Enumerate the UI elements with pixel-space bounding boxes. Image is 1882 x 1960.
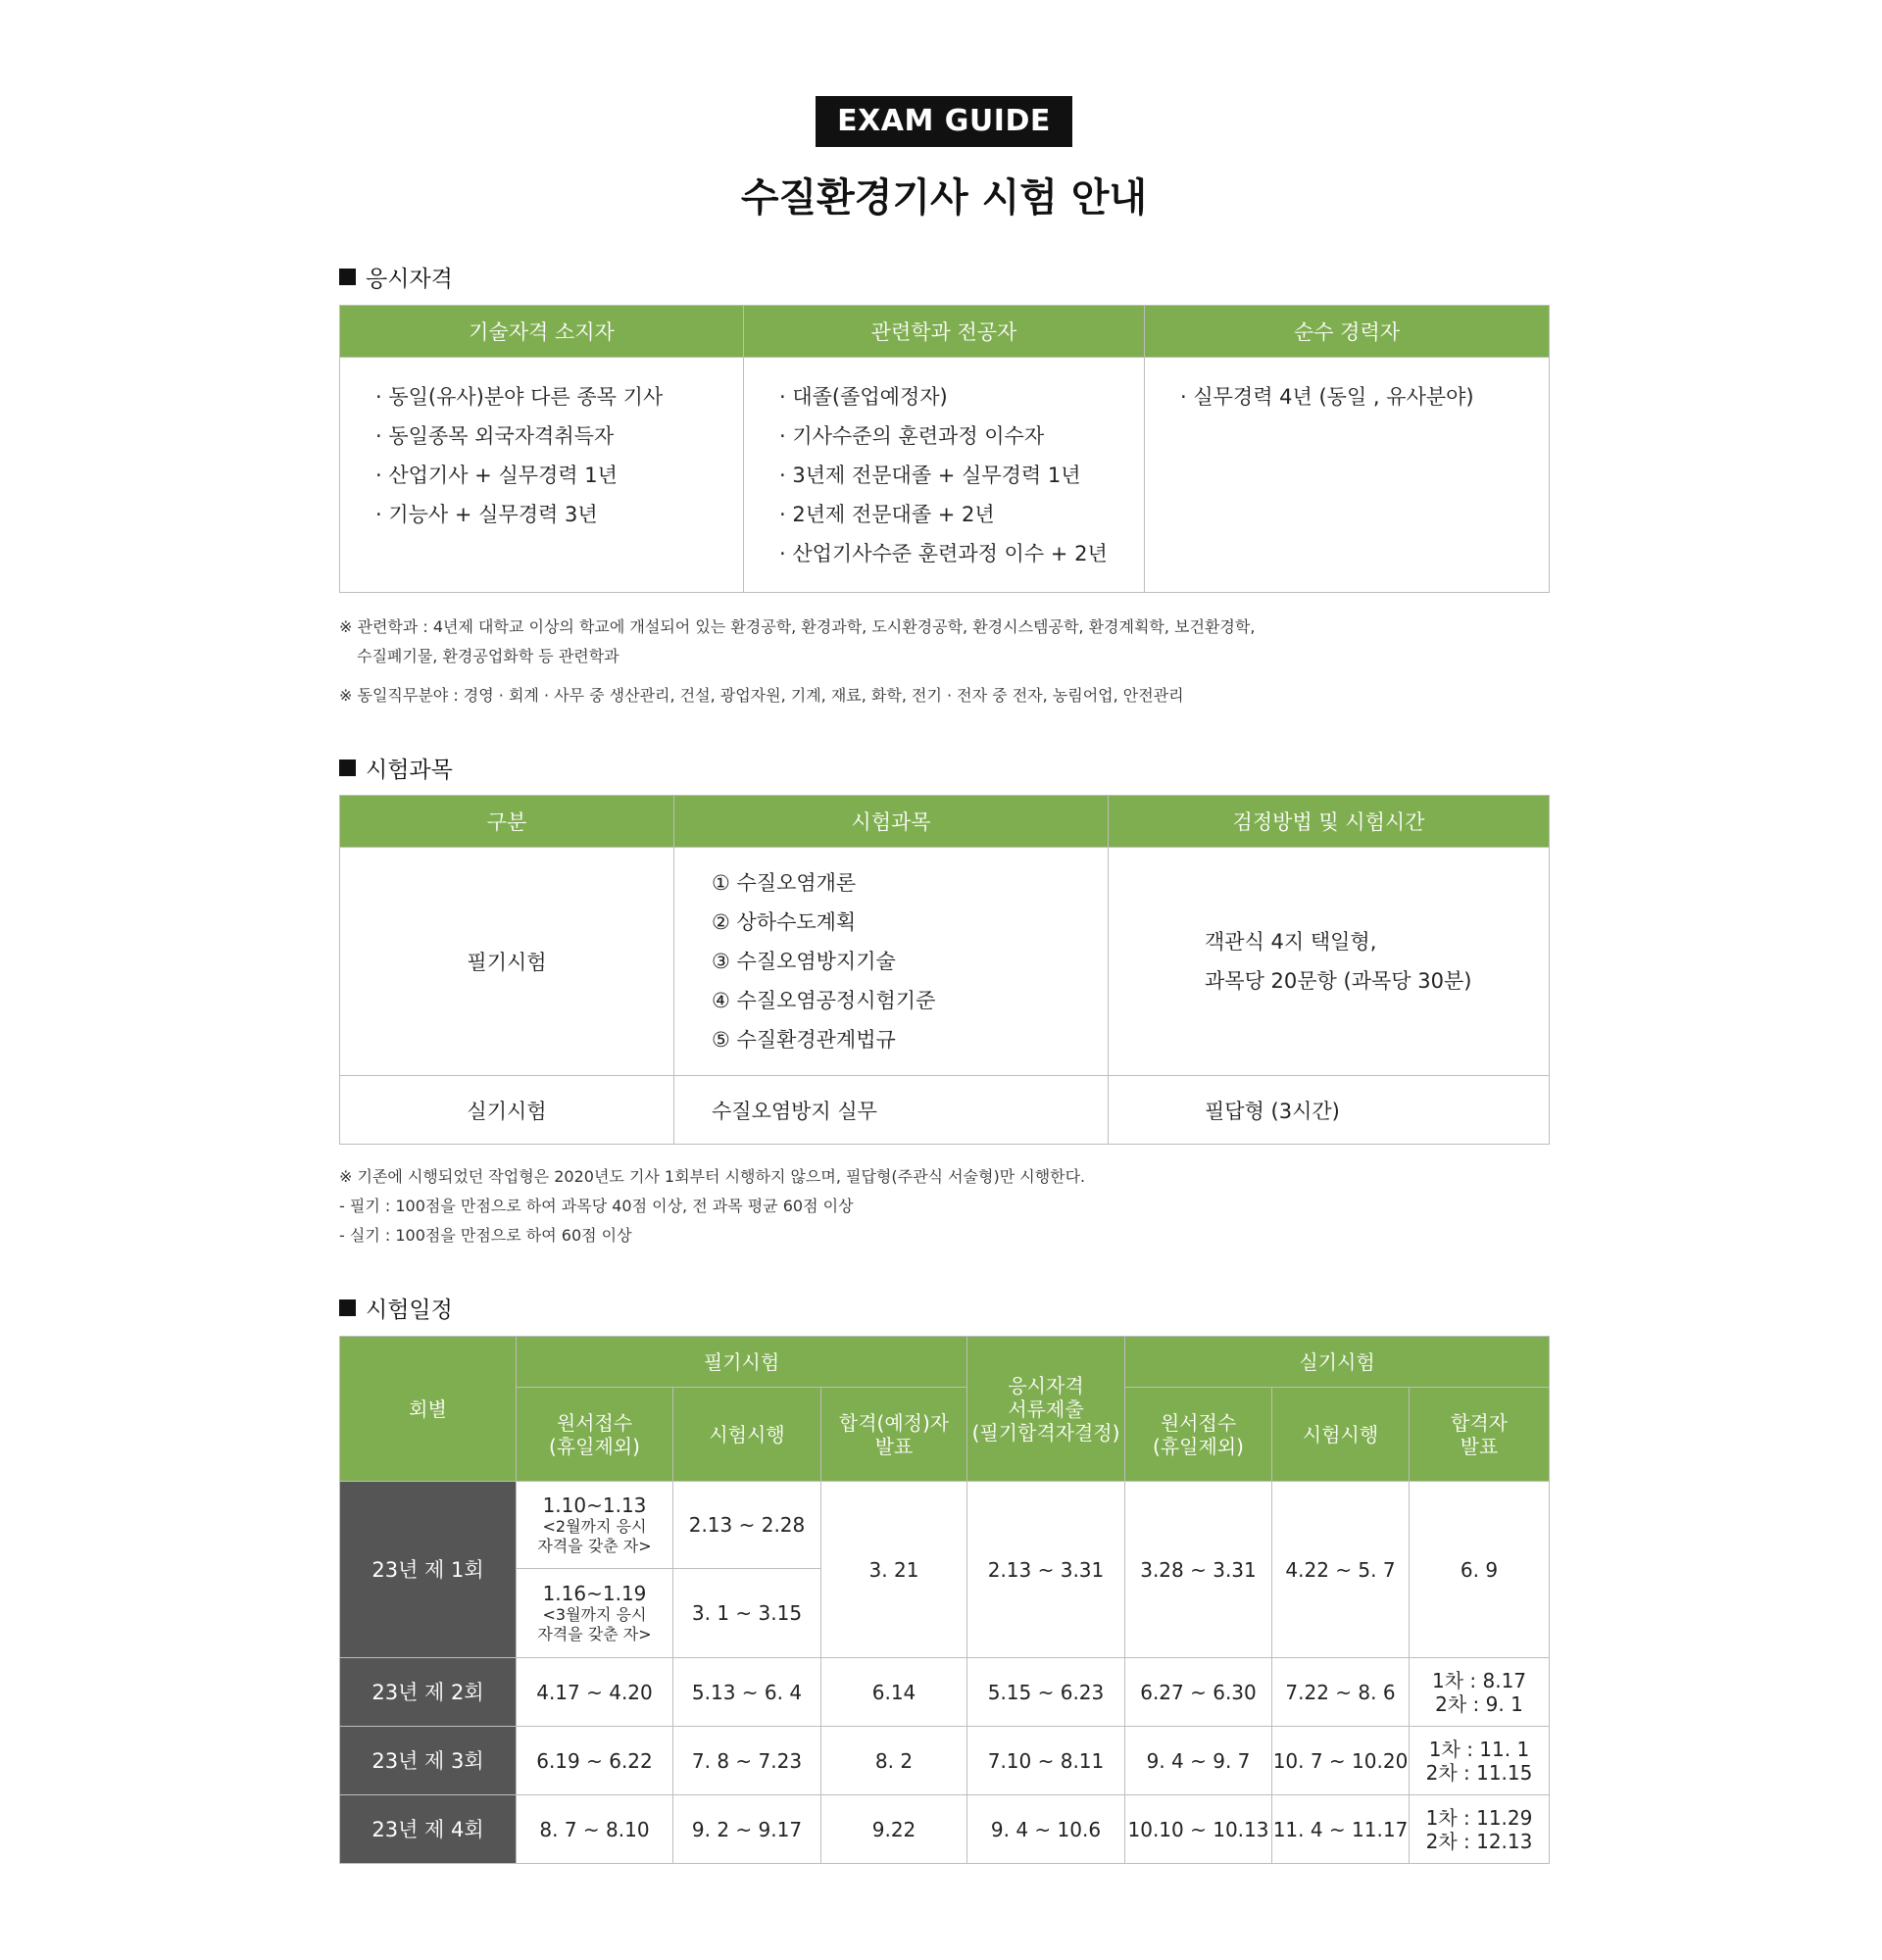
apply-practical-period: 6.27 ~ 6.30 (1125, 1658, 1272, 1727)
subject-notes: ※ 기존에 시행되었던 작업형은 2020년도 기사 1회부터 시행하지 않으며, 필답형(주관식 서술형)만 시행한다. - 필기 : 100점을 만점으로 하여 과목당 40점 이상, 전 과목 평균 60점 이상 - 실기 : 100점을 만점으로 하여 60점 이상 (339, 1167, 1086, 1245)
exam-practical-period: 4.22 ~ 5. 7 (1272, 1482, 1410, 1658)
qual-header-experience: 순수 경력자 (1145, 306, 1550, 358)
header-exam-practical: 시험시행 (1272, 1388, 1410, 1482)
header-apply-practical: 원서접수 (휴일제외) (1125, 1388, 1272, 1482)
exam-period: 5.13 ~ 6. 4 (673, 1658, 821, 1727)
docs-period: 5.15 ~ 6.23 (967, 1658, 1125, 1727)
practical-label: 실기시험 (340, 1076, 674, 1145)
list-item: · 산업기사 + 실무경력 1년 (375, 464, 618, 487)
schedule-table (339, 1336, 1550, 1864)
docs-period: 2.13 ~ 3.31 (967, 1482, 1125, 1658)
subj-header-category: 구분 (340, 796, 674, 848)
pass-date: 6. 9 (1410, 1482, 1550, 1658)
list-item: · 산업기사수준 훈련과정 이수 + 2년 (779, 542, 1108, 565)
qual-col-licensed (340, 358, 744, 593)
subj-header-method: 검정방법 및 시험시간 (1109, 796, 1550, 848)
section-title-subjects: 시험과목 (339, 752, 453, 784)
list-item: 과목당 20문항 (과목당 30분) (1205, 969, 1472, 993)
subj-header-subjects: 시험과목 (674, 796, 1109, 848)
apply-practical-period: 10.10 ~ 10.13 (1125, 1795, 1272, 1864)
written-subjects (674, 848, 1109, 1076)
round-label: 23년 제 1회 (340, 1482, 517, 1658)
pass-date: 1차 : 11. 1 2차 : 11.15 (1410, 1727, 1550, 1795)
header-round: 회별 (340, 1337, 517, 1482)
exam-period-a: 2.13 ~ 2.28 (673, 1482, 821, 1569)
list-item: ① 수질오염개론 (712, 871, 857, 895)
header-practical: 실기시험 (1125, 1337, 1550, 1388)
header-apply: 원서접수 (휴일제외) (517, 1388, 673, 1482)
qual-col-experience (1145, 358, 1550, 593)
docs-period: 7.10 ~ 8.11 (967, 1727, 1125, 1795)
exam-practical-period: 11. 4 ~ 11.17 (1272, 1795, 1410, 1864)
pass-written-date: 8. 2 (821, 1727, 967, 1795)
qualification-notes: ※ 관련학과 : 4년제 대학교 이상의 학교에 개설되어 있는 환경공학, 환경과학, 도시환경공학, 환경시스템공학, 환경계획학, 보건환경학, 수질폐기물, 환경공업화학 등 관련학과 ※ 동일직무분야 : 경영 · 회계 · 사무 중 생산관리, 건설, 광업자원, 기계, 재료, 화학, 전기 · 전자 중 전자, 농림어업, 안전관리 (339, 617, 1256, 705)
apply-practical-period: 9. 4 ~ 9. 7 (1125, 1727, 1272, 1795)
round-label: 23년 제 3회 (340, 1727, 517, 1795)
square-bullet-icon (339, 269, 356, 285)
pass-written-date: 9.22 (821, 1795, 967, 1864)
header-pass-written: 합격(예정)자 발표 (821, 1388, 967, 1482)
square-bullet-icon (339, 760, 356, 776)
apply-period: 6.19 ~ 6.22 (517, 1727, 673, 1795)
header-pass: 합격자 발표 (1410, 1388, 1550, 1482)
list-item: ⑤ 수질환경관계법규 (712, 1028, 896, 1052)
written-method (1109, 848, 1550, 1076)
written-label: 필기시험 (340, 848, 674, 1076)
section-title-qualification: 응시자격 (339, 261, 453, 293)
table-row (340, 1482, 1550, 1569)
exam-practical-period: 10. 7 ~ 10.20 (1272, 1727, 1410, 1795)
qual-header-major: 관련학과 전공자 (744, 306, 1145, 358)
table-row (340, 1658, 1550, 1727)
pass-date: 1차 : 8.17 2차 : 9. 1 (1410, 1658, 1550, 1727)
exam-practical-period: 7.22 ~ 8. 6 (1272, 1658, 1410, 1727)
table-row (340, 1727, 1550, 1795)
list-item: · 실무경력 4년 (동일 , 유사분야) (1180, 385, 1474, 409)
list-item: · 기사수준의 훈련과정 이수자 (779, 424, 1045, 448)
list-item: · 2년제 전문대졸 + 2년 (779, 503, 995, 526)
practical-method: 필답형 (3시간) (1109, 1076, 1550, 1145)
round-label: 23년 제 2회 (340, 1658, 517, 1727)
exam-period: 9. 2 ~ 9.17 (673, 1795, 821, 1864)
list-item: · 기능사 + 실무경력 3년 (375, 503, 598, 526)
qual-header-licensed: 기술자격 소지자 (340, 306, 744, 358)
apply-period-a: 1.10~1.13 <2월까지 응시 자격을 갖춘 자> (517, 1482, 673, 1569)
practical-subject: 수질오염방지 실무 (674, 1076, 1109, 1145)
table-row (340, 1795, 1550, 1864)
qual-col-major (744, 358, 1145, 593)
apply-practical-period: 3.28 ~ 3.31 (1125, 1482, 1272, 1658)
list-item: ④ 수질오염공정시험기준 (712, 989, 936, 1012)
pass-written-date: 3. 21 (821, 1482, 967, 1658)
qualification-table (339, 305, 1550, 593)
list-item: · 동일종목 외국자격취득자 (375, 424, 615, 448)
exam-period: 7. 8 ~ 7.23 (673, 1727, 821, 1795)
docs-period: 9. 4 ~ 10.6 (967, 1795, 1125, 1864)
square-bullet-icon (339, 1299, 356, 1316)
apply-period: 8. 7 ~ 8.10 (517, 1795, 673, 1864)
subjects-table (339, 795, 1550, 1145)
pass-date: 1차 : 11.29 2차 : 12.13 (1410, 1795, 1550, 1864)
apply-period-b: 1.16~1.19 <3월까지 응시 자격을 갖춘 자> (517, 1569, 673, 1658)
header-docs: 응시자격 서류제출 (필기합격자결정) (967, 1337, 1125, 1482)
round-label: 23년 제 4회 (340, 1795, 517, 1864)
header-exam: 시험시행 (673, 1388, 821, 1482)
exam-period-b: 3. 1 ~ 3.15 (673, 1569, 821, 1658)
list-item: · 대졸(졸업예정자) (779, 385, 948, 409)
list-item: 객관식 4지 택일형, (1205, 930, 1377, 954)
list-item: ③ 수질오염방지기술 (712, 950, 896, 973)
pass-written-date: 6.14 (821, 1658, 967, 1727)
section-title-schedule: 시험일정 (339, 1292, 453, 1324)
list-item: ② 상하수도계획 (712, 910, 857, 934)
header-written: 필기시험 (517, 1337, 967, 1388)
apply-period: 4.17 ~ 4.20 (517, 1658, 673, 1727)
list-item: · 3년제 전문대졸 + 실무경력 1년 (779, 464, 1081, 487)
page-title: 수질환경기사 시험 안내 (740, 175, 1148, 220)
exam-guide-badge: EXAM GUIDE (816, 96, 1072, 147)
list-item: · 동일(유사)분야 다른 종목 기사 (375, 385, 664, 409)
